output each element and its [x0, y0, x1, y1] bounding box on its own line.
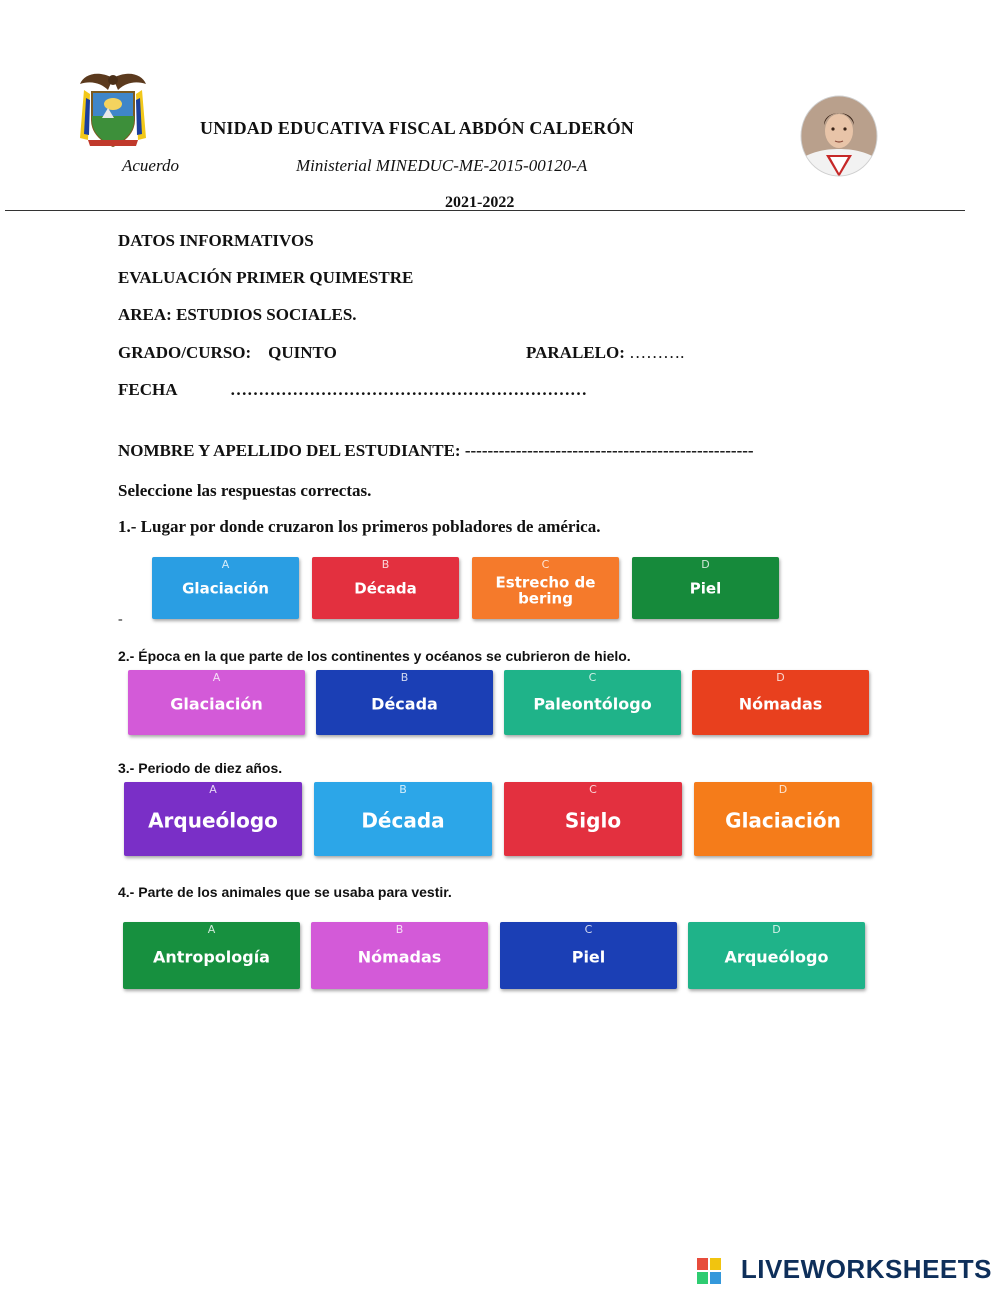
- q4-option-b[interactable]: B Nómadas: [311, 922, 488, 989]
- header-divider: [5, 210, 965, 211]
- q4-option-d[interactable]: D Arqueólogo: [688, 922, 865, 989]
- grado-label: GRADO/CURSO: QUINTO: [118, 343, 337, 362]
- q3-option-b[interactable]: B Década: [314, 782, 492, 856]
- question-4-text: 4.- Parte de los animales que se usaba para vestir.: [118, 884, 452, 900]
- q3-option-a[interactable]: A Arqueólogo: [124, 782, 302, 856]
- student-name-field[interactable]: NOMBRE Y APELLIDO DEL ESTUDIANTE: ---------------------------------------------------: [118, 441, 754, 460]
- school-year: 2021-2022: [445, 194, 515, 211]
- q2-option-d[interactable]: D Nómadas: [692, 670, 869, 735]
- paralelo-label: PARALELO:: [526, 343, 625, 362]
- q3-option-c[interactable]: C Siglo: [504, 782, 682, 856]
- q4-option-c[interactable]: C Piel: [500, 922, 677, 989]
- portrait-image: [800, 95, 878, 177]
- fecha-label: FECHA: [118, 380, 178, 399]
- question-1-text: 1.- Lugar por donde cruzaron los primeros pobladores de américa.: [118, 517, 601, 536]
- instruction-text: Seleccione las respuestas correctas.: [118, 481, 372, 500]
- q2-option-c[interactable]: C Paleontólogo: [504, 670, 681, 735]
- acuerdo-text: Acuerdo: [122, 156, 179, 175]
- datos-informativos: DATOS INFORMATIVOS: [118, 231, 314, 250]
- q2-option-a[interactable]: A Glaciación: [128, 670, 305, 735]
- question-2-text: 2.- Época en la que parte de los continentes y océanos se cubrieron de hielo.: [118, 648, 631, 664]
- q2-option-b[interactable]: B Década: [316, 670, 493, 735]
- q1-option-a[interactable]: A Glaciación: [152, 557, 299, 619]
- q1-option-b[interactable]: B Década: [312, 557, 459, 619]
- school-name: UNIDAD EDUCATIVA FISCAL ABDÓN CALDERÓN: [200, 118, 635, 138]
- q3-option-d[interactable]: D Glaciación: [694, 782, 872, 856]
- question-3-text: 3.- Periodo de diez años.: [118, 760, 283, 776]
- paralelo-blank: ……….: [629, 343, 685, 362]
- paralelo-field[interactable]: [526, 343, 684, 363]
- fecha-blank[interactable]: ………………………………………………………: [230, 380, 587, 399]
- q1-option-d[interactable]: D Piel: [632, 557, 779, 619]
- q4-option-a[interactable]: A Antropología: [123, 922, 300, 989]
- ministerial-text: Ministerial MINEDUC-ME-2015-00120-A: [296, 156, 588, 175]
- stray-dash: -: [118, 612, 123, 627]
- evaluacion-title: EVALUACIÓN PRIMER QUIMESTRE: [118, 268, 414, 287]
- area-label: AREA: ESTUDIOS SOCIALES.: [118, 305, 357, 324]
- coat-of-arms-logo: [78, 68, 148, 150]
- q1-option-c[interactable]: C Estrecho de bering: [472, 557, 619, 619]
- liveworksheets-brand: LIVEWORKSHEETS: [740, 1254, 992, 1284]
- liveworksheets-logo-icon: [697, 1258, 721, 1284]
